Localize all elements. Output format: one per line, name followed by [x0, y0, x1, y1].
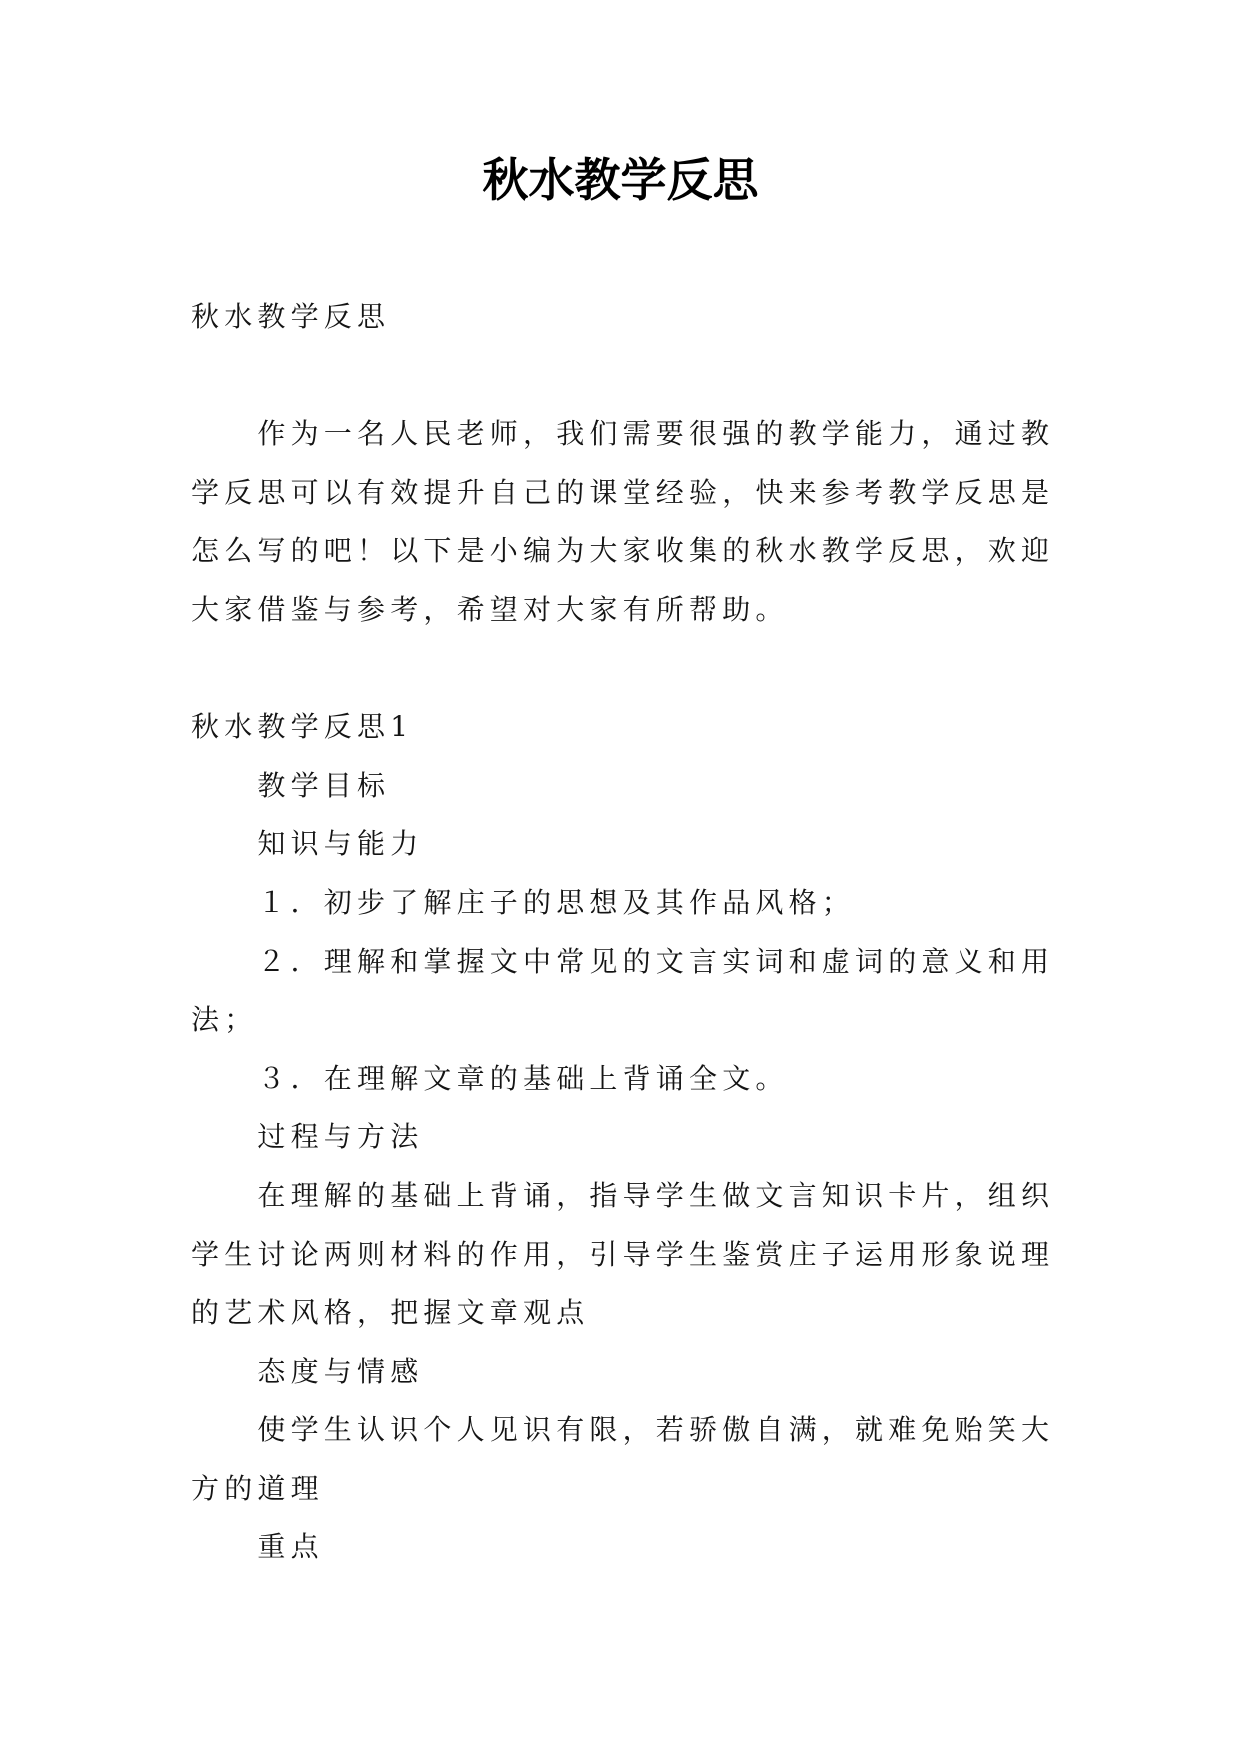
process-paragraph [191, 1167, 1091, 1343]
objectives-label: 教学目标 [257, 768, 391, 802]
knowledge-item-line: 法； [191, 1003, 258, 1037]
attitude-line: 使学生认识个人见识有限，若骄傲自满，就难免贻笑大 [257, 1413, 1055, 1447]
process-line: 在理解的基础上背诵，指导学生做文言知识卡片，组织 [257, 1178, 1055, 1212]
section-heading: 秋水教学反思1 [191, 710, 414, 744]
knowledge-item-line: ３．在理解文章的基础上背诵全文。 [257, 1061, 789, 1095]
knowledge-item-line: ２．理解和掌握文中常见的文言实词和虚词的意义和用 [257, 944, 1055, 978]
attitude-paragraph [191, 1401, 1091, 1518]
attitude-label: 态度与情感 [257, 1354, 424, 1388]
document-body [191, 288, 1091, 1577]
knowledge-label: 知识与能力 [257, 827, 424, 861]
document-subtitle: 秋水教学反思 [191, 300, 391, 333]
knowledge-item [191, 1050, 1091, 1109]
process-line: 学生讨论两则材料的作用，引导学生鉴赏庄子运用形象说理 [191, 1237, 1055, 1271]
document-title: 秋水教学反思 [482, 153, 759, 207]
intro-line: 大家借鉴与参考，希望对大家有所帮助。 [191, 592, 789, 626]
attitude-line: 方的道理 [191, 1471, 324, 1505]
process-label: 过程与方法 [257, 1120, 424, 1154]
intro-line: 怎么写的吧！以下是小编为大家收集的秋水教学反思，欢迎 [191, 534, 1055, 568]
intro-line: 学反思可以有效提升自己的课堂经验，快来参考教学反思是 [191, 475, 1055, 509]
knowledge-item [191, 933, 1091, 1050]
knowledge-item [191, 874, 1091, 933]
process-line: 的艺术风格，把握文章观点 [191, 1296, 590, 1330]
key-points-label: 重点 [257, 1530, 324, 1564]
knowledge-item-line: １．初步了解庄子的思想及其作品风格； [257, 885, 855, 919]
intro-paragraph [191, 405, 1091, 639]
intro-line: 作为一名人民老师，我们需要很强的教学能力，通过教 [257, 417, 1055, 451]
